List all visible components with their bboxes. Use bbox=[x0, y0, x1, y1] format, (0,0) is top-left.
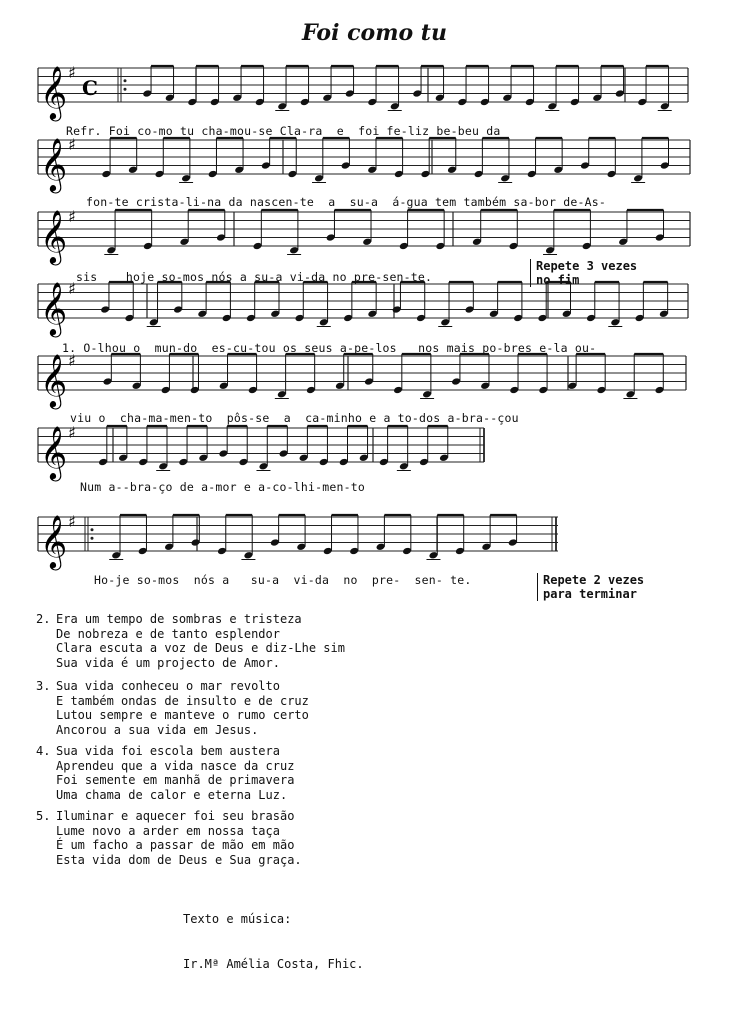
repeat-dot bbox=[124, 79, 127, 82]
lyric-line-1: Refr. Foi co-mo tu cha-mou-se Cla-ra e foi fe-liz be-beu da bbox=[66, 124, 501, 138]
verse-4 bbox=[36, 744, 294, 802]
verse-line: Era um tempo de sombras e tristeza bbox=[56, 612, 302, 626]
sharp-icon: ♯ bbox=[68, 351, 76, 370]
verse-line: De nobreza e de tanto esplendor bbox=[56, 626, 280, 641]
verse-line: Esta vida dom de Deus e Sua graça. bbox=[56, 852, 302, 867]
verse-number: 2. bbox=[36, 612, 51, 626]
verse-number: 3. bbox=[36, 679, 51, 693]
treble-clef-icon: 𝄞 bbox=[40, 209, 68, 263]
verse-line: Ancorou a sua vida em Jesus. bbox=[56, 722, 259, 737]
sharp-icon: ♯ bbox=[68, 423, 76, 442]
sharp-icon: ♯ bbox=[68, 135, 76, 154]
sharp-icon: ♯ bbox=[68, 279, 76, 298]
verse-line: Sua vida conheceu o mar revolto bbox=[56, 679, 280, 693]
repeat-dot bbox=[91, 528, 94, 531]
verse-line: Sua vida foi escola bem austera bbox=[56, 744, 280, 758]
treble-clef-icon: 𝄞 bbox=[40, 425, 68, 479]
verse-line: É um facho a passar de mão em mão bbox=[56, 838, 295, 852]
treble-clef-icon: 𝄞 bbox=[40, 137, 68, 191]
lyric-line-2: fon-te crista-li-na da nascen-te a su-a á-gua tem também sa-bor de-As- bbox=[86, 195, 607, 209]
verse-number: 5. bbox=[36, 809, 51, 823]
lyric-line-7: Ho-je so-mos nós a su-a vi-da no pre- sen- te. bbox=[94, 573, 472, 587]
verse-line: Lume novo a arder em nossa taça bbox=[56, 823, 280, 838]
verse-number: 4. bbox=[36, 744, 51, 758]
verse-2 bbox=[36, 612, 345, 670]
sharp-icon: ♯ bbox=[68, 512, 76, 531]
repeat-dot bbox=[124, 88, 127, 91]
lyric-line-3: sis hoje so-mos nós a su-a vi-da no pre-sen-te. bbox=[76, 270, 433, 284]
credits-label: Texto e música: bbox=[183, 912, 292, 926]
lyric-line-4: 1. O-lhou o mun-do es-cu-tou os seus a-pe-los nos mais po-bres e-la ou- bbox=[62, 341, 597, 355]
lyric-line-6: Num a--bra-ço de a-mor e a-co-lhi-men-to bbox=[80, 480, 365, 494]
repeat-note-3-times bbox=[530, 259, 637, 287]
repeat-note-line: Repete 2 vezes bbox=[543, 573, 645, 587]
common-time-icon: C bbox=[82, 76, 98, 100]
verse-line: Lutou sempre e manteve o rumo certo bbox=[56, 708, 309, 722]
lyric-line-5: viu o cha-ma-men-to pôs-se a ca-minho e a to-dos a-bra--çou bbox=[70, 411, 519, 425]
verse-line: Iluminar e aquecer foi seu brasão bbox=[56, 809, 295, 823]
verse-line: Sua vida é um projecto de Amor. bbox=[56, 655, 280, 670]
verse-line: Aprendeu que a vida nasce da cruz bbox=[56, 758, 295, 773]
verse-3 bbox=[36, 679, 309, 737]
credits bbox=[183, 882, 364, 987]
repeat-note-line: para terminar bbox=[543, 587, 637, 601]
song-title: Foi como tu bbox=[302, 20, 447, 46]
sharp-icon: ♯ bbox=[68, 63, 76, 82]
credits-author: Ir.Mª Amélia Costa, Fhic. bbox=[183, 957, 364, 971]
repeat-note-2-times bbox=[537, 573, 644, 601]
verse-line: Foi semente em manhã de primavera bbox=[56, 773, 295, 787]
treble-clef-icon: 𝄞 bbox=[40, 65, 68, 119]
treble-clef-icon: 𝄞 bbox=[40, 353, 68, 407]
repeat-dot bbox=[91, 537, 94, 540]
verse-5 bbox=[36, 809, 302, 867]
repeat-note-line: Repete 3 vezes bbox=[536, 259, 638, 273]
verse-line: Uma chama de calor e eterna Luz. bbox=[56, 787, 288, 802]
sharp-icon: ♯ bbox=[68, 207, 76, 226]
verse-line: E também ondas de insulto e de cruz bbox=[56, 693, 309, 708]
verse-line: Clara escuta a voz de Deus e diz-Lhe sim bbox=[56, 641, 345, 655]
repeat-note-line: no fim bbox=[536, 273, 580, 287]
treble-clef-icon: 𝄞 bbox=[40, 281, 68, 335]
treble-clef-icon: 𝄞 bbox=[40, 514, 68, 568]
